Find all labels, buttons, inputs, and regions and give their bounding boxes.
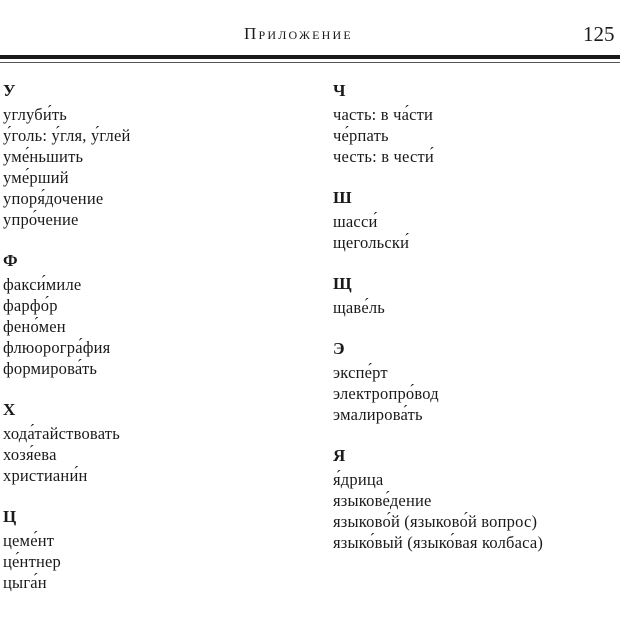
letter-section — [3, 250, 303, 379]
word-entry: че́рпать — [333, 126, 389, 145]
word-entry: формирова́ть — [3, 359, 98, 378]
word-entry: фарфо́р — [3, 296, 58, 315]
word-entry: уме́рший — [3, 168, 69, 187]
word-entry: я́дрица — [333, 470, 384, 489]
header-rule-thin — [0, 62, 620, 63]
page-header — [0, 0, 620, 60]
right-column — [333, 80, 618, 573]
running-title: Приложение — [244, 24, 353, 43]
section-letter: Х — [3, 400, 16, 419]
word-entry: углуби́ть — [3, 105, 68, 124]
word-entry: языково́й (языково́й вопрос) — [333, 512, 538, 531]
section-letter: Ф — [3, 251, 18, 270]
word-entry: щаве́ль — [333, 298, 386, 317]
word-entry: флюорогра́фия — [3, 338, 111, 357]
header-rule-thick — [0, 55, 620, 59]
word-entry: хода́тайствовать — [3, 424, 120, 443]
word-entry: языко́вый (языко́вая колбаса) — [333, 533, 544, 552]
word-entry: цеме́нт — [3, 531, 55, 550]
word-entry: цыга́н — [3, 573, 47, 592]
word-entry: языкове́дение — [333, 491, 432, 510]
letter-section — [333, 338, 618, 425]
left-column — [3, 80, 303, 613]
word-entry: шасси́ — [333, 212, 378, 231]
word-entry: электропро́вод — [333, 384, 439, 403]
word-entry: хозя́ева — [3, 445, 57, 464]
section-letter: Ц — [3, 507, 17, 526]
letter-section — [333, 80, 618, 167]
word-entry: щегольски́ — [333, 233, 410, 252]
word-entry: це́нтнер — [3, 552, 61, 571]
word-entry: уме́ньшить — [3, 147, 84, 166]
section-letter: Ш — [333, 188, 352, 207]
word-entry: факси́миле — [3, 275, 82, 294]
section-letter: Ч — [333, 81, 346, 100]
word-entry: эмалирова́ть — [333, 405, 423, 424]
word-entry: упро́чение — [3, 210, 79, 229]
section-letter: Э — [333, 339, 345, 358]
letter-section — [3, 80, 303, 230]
section-letter: Я — [333, 446, 346, 465]
letter-section — [3, 506, 303, 593]
word-entry: упоря́дочение — [3, 189, 104, 208]
letter-section — [3, 399, 303, 486]
word-entry: часть: в ча́сти — [333, 105, 434, 124]
section-letter: Щ — [333, 274, 352, 293]
section-letter: У — [3, 81, 16, 100]
word-entry: экспе́рт — [333, 363, 388, 382]
word-entry: честь: в чести́ — [333, 147, 434, 166]
page-number: 125 — [583, 22, 615, 46]
letter-section — [333, 187, 618, 253]
letter-section — [333, 445, 618, 553]
word-entry: фено́мен — [3, 317, 66, 336]
word-entry: у́голь: у́гля, у́глей — [3, 126, 131, 145]
letter-section — [333, 273, 618, 318]
word-entry: христиани́н — [3, 466, 88, 485]
